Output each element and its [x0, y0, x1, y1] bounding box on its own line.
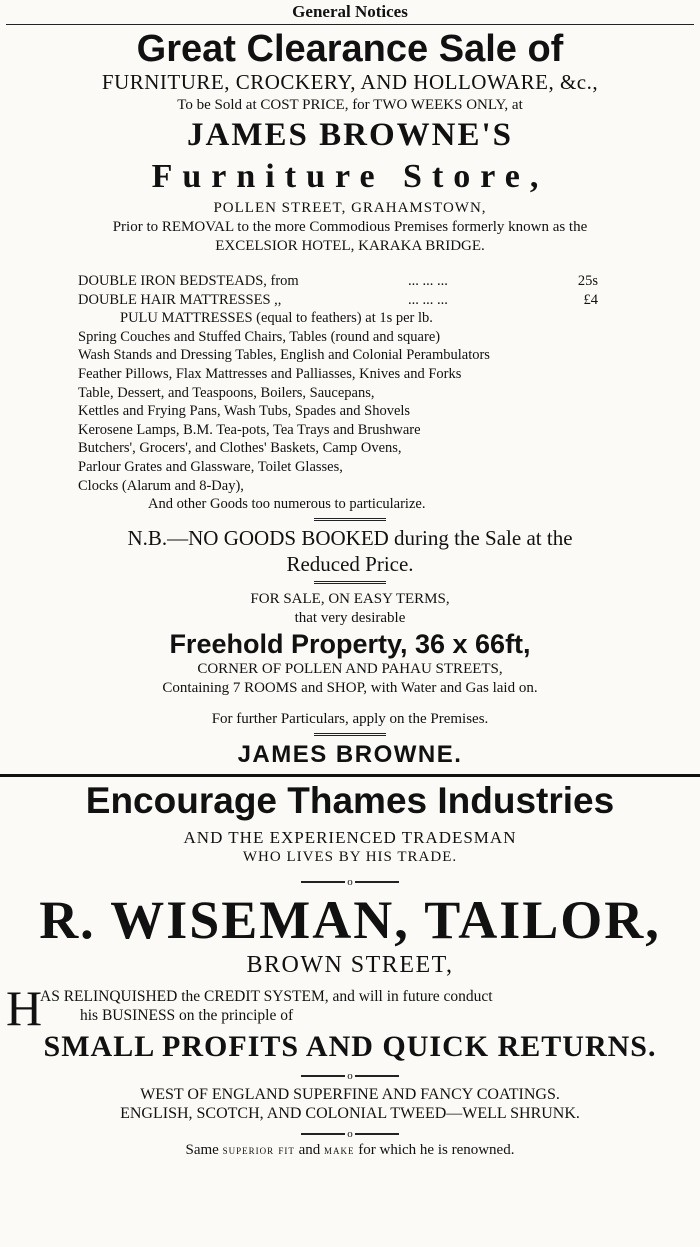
particulars-line: For further Particulars, apply on the Premises. — [211, 710, 489, 727]
tailor-name: R. WISEMAN, TAILOR, — [39, 889, 661, 950]
advert-separator — [0, 774, 700, 777]
closing-word: and — [298, 1141, 321, 1158]
leader-dots: ... ... ... — [408, 273, 448, 289]
drop-cap: H — [6, 979, 43, 1036]
corner-line: CORNER OF POLLEN AND PAHAU STREETS, — [197, 660, 503, 677]
list-item: Butchers', Grocers', and Clothes' Baskets, Camp Ovens, — [78, 440, 402, 457]
closing-emphasis: superior fit — [222, 1141, 295, 1157]
browne-advertisement — [0, 29, 700, 770]
priced-item-price: £4 — [583, 291, 598, 308]
other-goods-line: And other Goods too numerous to particularize. — [148, 496, 426, 513]
list-item: Kerosene Lamps, B.M. Tea-pots, Tea Trays and Brushware — [78, 421, 421, 438]
divider-mark: o — [347, 875, 353, 888]
nb-line-2: Reduced Price. — [286, 551, 414, 576]
removal-line-1: Prior to REMOVAL to the more Commodious Premises formerly known as the — [112, 219, 588, 235]
ad-title: Great Clearance Sale of — [136, 28, 564, 70]
divider — [0, 875, 700, 889]
signature: JAMES BROWNE. — [237, 740, 463, 768]
closing-word: for which he is renowned. — [358, 1141, 515, 1158]
wiseman-advertisement — [0, 779, 700, 1159]
removal-line-2: EXCELSIOR HOTEL, KARAKA BRIDGE. — [215, 238, 485, 254]
store-name: Furniture Store, — [151, 158, 549, 195]
store-address: POLLEN STREET, GRAHAMSTOWN, — [213, 200, 487, 216]
closing-word: Same — [185, 1141, 219, 1158]
priced-item-label: DOUBLE HAIR MATTRESSES ,, — [78, 291, 282, 308]
freehold-heading: Freehold Property, 36 x 66ft, — [169, 628, 531, 659]
nb-line-1: N.B.—NO GOODS BOOKED during the Sale at the — [127, 525, 573, 550]
divider — [0, 1127, 700, 1141]
list-item: Spring Couches and Stuffed Chairs, Tables (round and square) — [78, 328, 441, 345]
list-item: Feather Pillows, Flax Mattresses and Palliasses, Knives and Forks — [78, 365, 462, 382]
section-header: General Notices — [292, 2, 408, 21]
closing-emphasis: make — [324, 1141, 355, 1157]
items-line: FURNITURE, CROCKERY, AND HOLLOWARE, &c., — [101, 70, 599, 94]
proprietor-name: JAMES BROWNE'S — [187, 117, 513, 153]
divider — [314, 518, 386, 521]
list-item: Kettles and Frying Pans, Wash Tubs, Spades and Shovels — [78, 403, 411, 420]
goods-list — [78, 272, 700, 514]
divider — [314, 581, 386, 584]
priced-item — [78, 272, 598, 291]
divider — [0, 1069, 700, 1083]
priced-item-label: DOUBLE IRON BEDSTEADS, from — [78, 273, 299, 289]
sub-line-2: WHO LIVES BY HIS TRADE. — [242, 848, 458, 865]
motto: SMALL PROFITS AND QUICK RETURNS. — [43, 1029, 657, 1063]
sale-line-2: that very desirable — [294, 609, 406, 626]
list-item: Clocks (Alarum and 8-Day), — [78, 477, 244, 494]
announcement-line-1: AS RELINQUISHED the CREDIT SYSTEM, and will in future conduct — [40, 987, 493, 1005]
coatings-line: WEST OF ENGLAND SUPERFINE AND FANCY COATINGS. — [140, 1085, 560, 1103]
closing-line — [0, 1141, 700, 1159]
ad-headline: Encourage Thames Industries — [85, 779, 615, 821]
divider-mark: o — [347, 1127, 353, 1140]
announcement-line-2: his BUSINESS on the principle of — [80, 1006, 294, 1024]
list-item: Parlour Grates and Glassware, Toilet Glasses, — [78, 458, 343, 475]
tailor-street: BROWN STREET, — [246, 951, 454, 978]
pulu-line: PULU MATTRESSES (equal to feathers) at 1s per lb. — [120, 310, 433, 327]
list-item: Table, Dessert, and Teaspoons, Boilers, Saucepans, — [78, 384, 375, 401]
header-rule — [6, 24, 694, 25]
divider — [314, 733, 386, 736]
list-item: Wash Stands and Dressing Tables, English and Colonial Perambulators — [78, 347, 490, 364]
sold-line: To be Sold at COST PRICE, for TWO WEEKS ONLY, at — [177, 97, 523, 113]
rooms-line: Containing 7 ROOMS and SHOP, with Water and Gas laid on. — [162, 679, 538, 696]
divider-mark: o — [347, 1069, 353, 1082]
priced-item-price: 25s — [577, 273, 598, 289]
tweeds-line: ENGLISH, SCOTCH, AND COLONIAL TWEED—WELL SHRUNK. — [120, 1104, 580, 1122]
sale-line-1: FOR SALE, ON EASY TERMS, — [250, 590, 450, 607]
priced-item — [78, 291, 598, 310]
sub-line-1: AND THE EXPERIENCED TRADESMAN — [183, 827, 517, 847]
announcement — [0, 979, 700, 1036]
leader-dots: ... ... ... — [408, 291, 448, 308]
